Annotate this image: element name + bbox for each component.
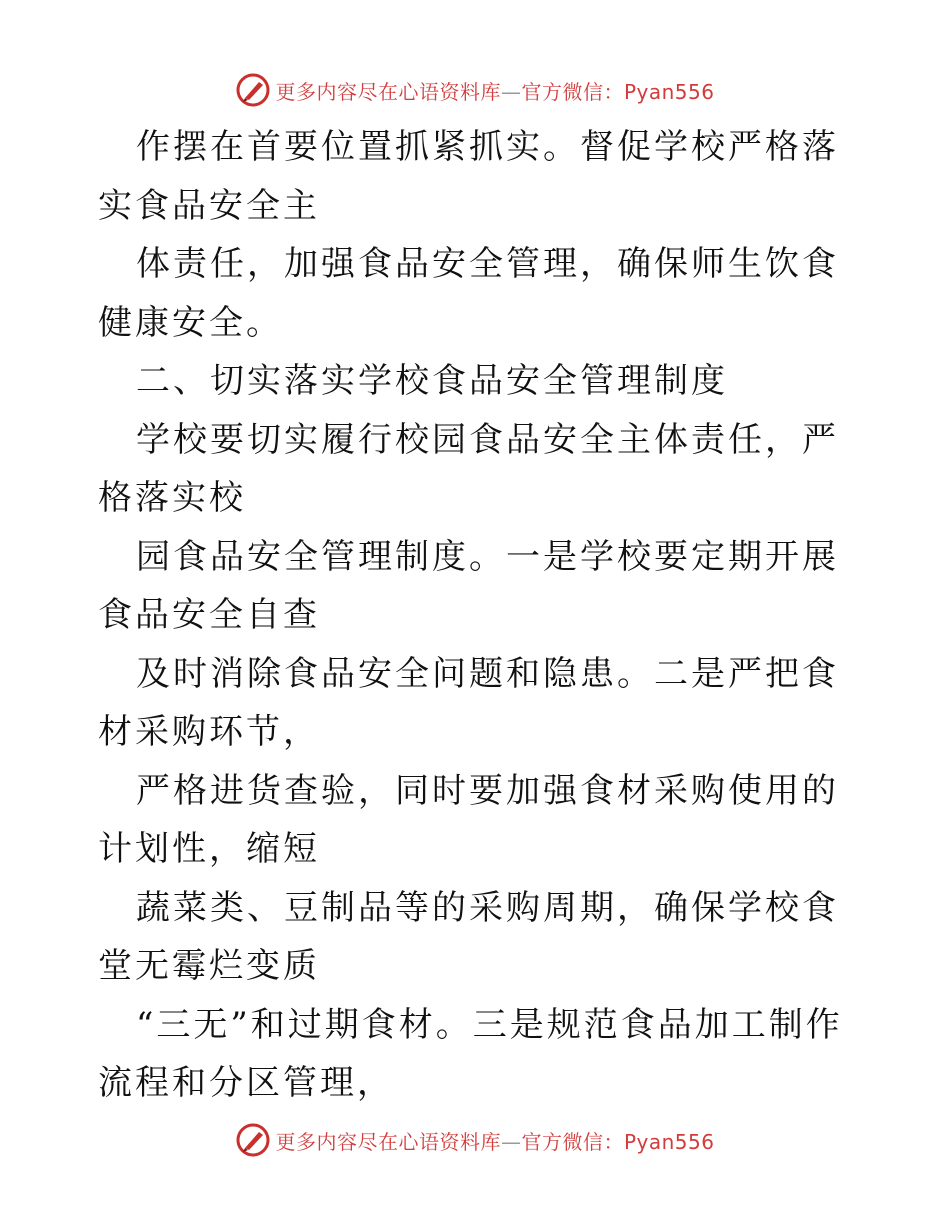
- paragraph: 学校要切实履行校园食品安全主体责任，严格落实校: [98, 419, 839, 518]
- footer-contact: 官方微信：Pyan556: [521, 1129, 715, 1154]
- footer-text: [275, 1126, 714, 1155]
- paragraph: 园食品安全管理制度。一是学校要定期开展食品安全自查: [98, 536, 839, 635]
- footer-site: 更多内容尽在心语资料库: [275, 1129, 501, 1154]
- footer-separator: —: [500, 1129, 522, 1154]
- paragraph: 及时消除食品安全问题和隐患。二是严把食材采购环节，: [98, 653, 839, 752]
- header-banner: [0, 70, 950, 110]
- header-separator: —: [500, 79, 522, 104]
- pen-logo-icon: [235, 72, 271, 108]
- paragraph: 蔬菜类、豆制品等的采购周期，确保学校食堂无霉烂变质: [98, 887, 839, 986]
- paragraph: “三无”和过期食材。三是规范食品加工制作流程和分区管理，: [98, 1004, 843, 1103]
- paragraph: 作摆在首要位置抓紧抓实。督促学校严格落实食品安全主: [98, 127, 839, 226]
- footer-banner: [0, 1120, 950, 1160]
- header-contact: 官方微信：Pyan556: [521, 79, 715, 104]
- pen-logo-icon: [235, 1122, 271, 1158]
- header-site: 更多内容尽在心语资料库: [275, 79, 501, 104]
- paragraph: 严格进货查验，同时要加强食材采购使用的计划性，缩短: [98, 770, 839, 869]
- header-text: [275, 76, 714, 105]
- document-body: [98, 118, 858, 1113]
- section-heading: 二、切实落实学校食品安全管理制度: [136, 361, 728, 401]
- paragraph: 体责任，加强食品安全管理，确保师生饮食健康安全。: [98, 244, 839, 343]
